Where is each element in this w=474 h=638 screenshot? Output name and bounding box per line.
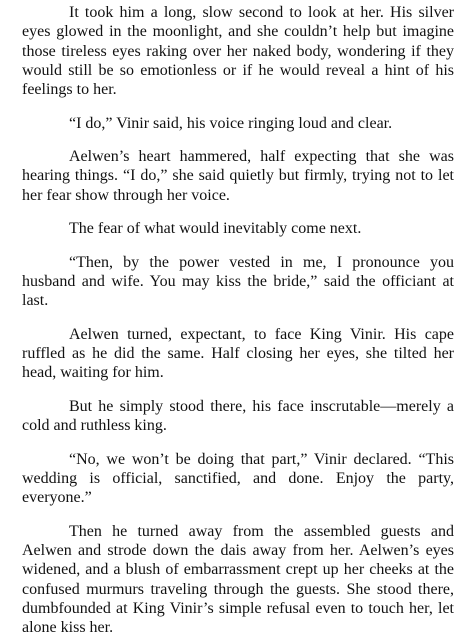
paragraph-9: Then he turned away from the assembled guests and Aelwen and strode down the dais away from her. Aelwen’s eyes widened, and a blush of embarrassment crept up her cheeks at the confused murmurs traveling through the guests. She stood there, dumbfounded at King Vinir’s simple refusal even to touch her, let alone kiss her. xyxy=(22,522,454,637)
paragraph-3: Aelwen’s heart hammered, half expecting that she was hearing things. “I do,” she said quietly but firmly, trying not to let her fear show through her voice. xyxy=(22,148,454,204)
paragraph-6: Aelwen turned, expectant, to face King Vinir. His cape ruffled as he did the same. Half closing her eyes, she tilted her head, waiting for him. xyxy=(22,325,454,382)
book-page xyxy=(22,3,454,638)
paragraph-1: It took him a long, slow second to look at her. His silver eyes glowed in the moonlight, and she couldn’t help but imagine those tireless eyes raking over her naked body, wondering if they would still be so emotionless or if he would reveal a hint of his feelings to her. xyxy=(22,4,454,99)
paragraph-8: “No, we won’t be doing that part,” Vinir declared. “This wedding is official, sanctified, and done. Enjoy the party, everyone.” xyxy=(22,450,454,507)
paragraph-7: But he simply stood there, his face inscrutable—merely a cold and ruthless king. xyxy=(22,397,454,435)
paragraph-2: “I do,” Vinir said, his voice ringing loud and clear. xyxy=(69,114,393,132)
paragraph-5: “Then, by the power vested in me, I pronounce you husband and wife. You may kiss the bride,” said the officiant at last. xyxy=(22,253,454,310)
paragraph-4: The fear of what would inevitably come next. xyxy=(69,220,362,238)
